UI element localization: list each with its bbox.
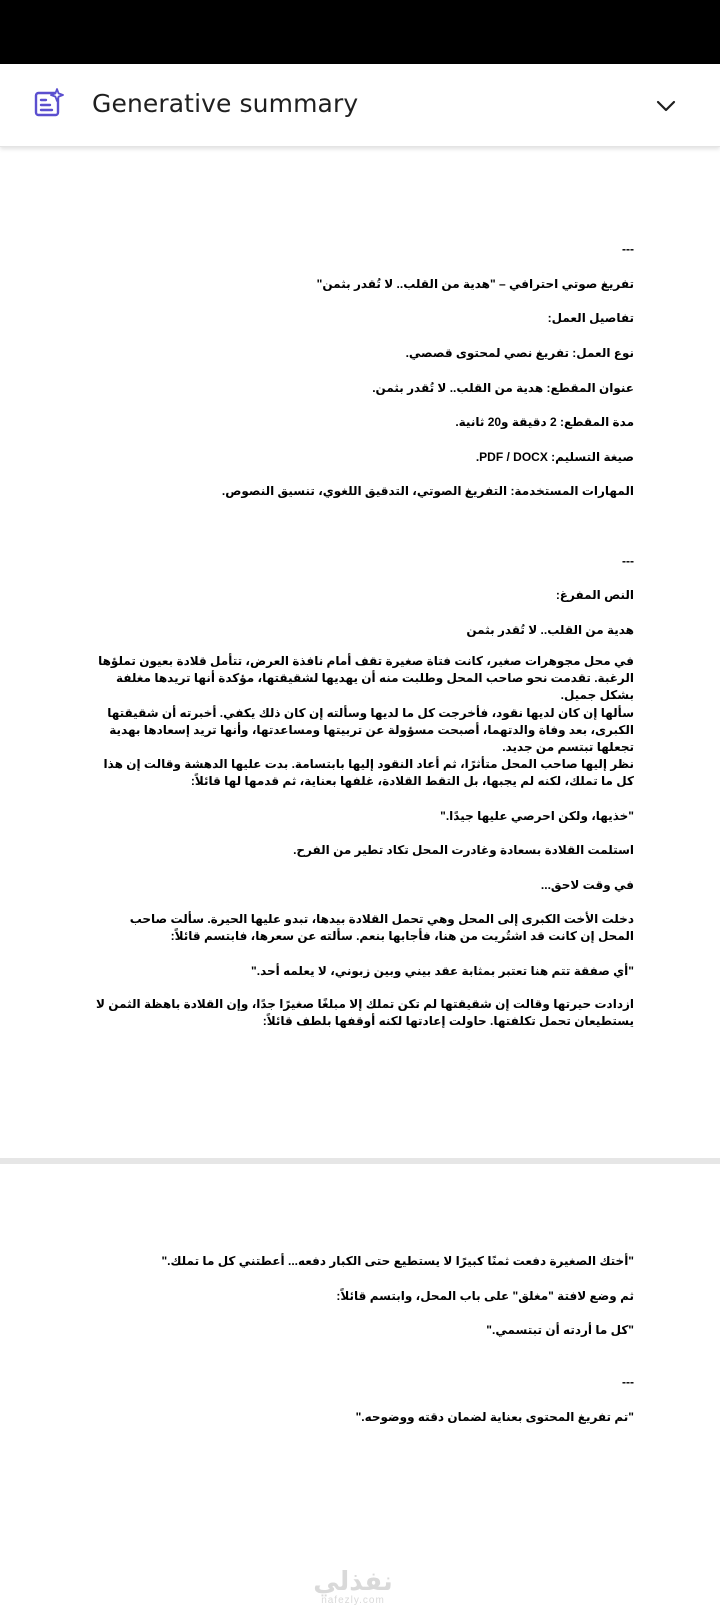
story-quote: "أختك الصغيرة دفعت ثمنًا كبيرًا لا يستطيع حتى الكبار دفعه... أعطتني كل ما تملك." (161, 1254, 634, 1268)
clip-title-line: عنوان المقطع: هدية من القلب.. لا تُقدر بثمن. (372, 381, 634, 395)
clip-duration-line: مدة المقطع: 2 دقيقة و20 ثانية. (455, 415, 634, 429)
story-paragraph: استلمت القلادة بسعادة وغادرت المحل تكاد تطير من الفرح. (293, 843, 634, 857)
story-quote: "أي صفقة تتم هنا تعتبر بمثابة عقد بيني وبين زبوني، لا يعلمه أحد." (251, 964, 634, 978)
story-quote: "كل ما أردته أن تبتسمي." (486, 1323, 634, 1337)
watermark-domain: nafezly.com (321, 1595, 385, 1606)
work-type-line: نوع العمل: تفريغ نصي لمحتوى قصصي. (405, 346, 634, 360)
closing-note: "تم تفريغ المحتوى بعناية لضمان دقته ووضوحه." (355, 1410, 634, 1424)
generative-summary-header[interactable] (0, 64, 720, 147)
story-paragraph: ثم وضع لافتة "مغلق" على باب المحل، وابتسم قائلاً: (336, 1289, 634, 1303)
story-paragraph: دخلت الأخت الكبرى إلى المحل وهي تحمل القلادة بيدها، تبدو عليها الحيرة. سألت صاحب المحل إن كانت قد اشتُريت من هنا، فأجابها بنعم. سألته عن سعرها، فابتسم قائلاً: (126, 912, 634, 943)
story-quote: "خذيها، ولكن احرصي عليها جيدًا." (440, 809, 634, 823)
generative-summary-sparkle-icon (33, 88, 65, 120)
story-title: هدية من القلب.. لا تُقدر بثمن (466, 623, 634, 637)
separator-line: --- (622, 1375, 634, 1389)
skills-line: المهارات المستخدمة: التفريغ الصوتي، التدقيق اللغوي، تنسيق النصوص. (221, 484, 634, 498)
document-page-1[interactable] (0, 148, 720, 1158)
delivery-format-line: صيغة التسليم: PDF / DOCX. (475, 450, 634, 464)
story-paragraph: ازدادت حيرتها وقالت إن شقيقتها لم تكن تملك إلا مبلغًا صغيرًا جدًا، وإن القلادة باهظة الثمن لا يستطيعان تحمل تكلفتها. حاولت إعادتها لكنه أوقفها بلطف قائلاً: (92, 997, 634, 1028)
story-paragraph: سألها إن كان لديها نقود، فأخرجت كل ما لديها وسألته إن كان ذلك يكفي. أخبرته أن شقيقتها الكبرى، بعد وفاة والدتهما، أصبحت مسؤولة عن تربيتها ومساعدتها، وأنها تريد إسعادها بهدية تجعلها تبتسم من جديد. (103, 706, 634, 754)
story-paragraph: نظر إليها صاحب المحل متأثرًا، ثم أعاد النقود إليها بابتسامة. بدت عليها الدهشة وقالت إن هذا كل ما تملك، لكنه لم يجبها، بل التقط القلادة، غلفها بعناية، ثم قدمها لها قائلاً: (100, 757, 634, 788)
document-page-2[interactable] (0, 1164, 720, 1600)
story-paragraph: في محل مجوهرات صغير، كانت فتاة صغيرة تقف أمام نافذة العرض، تتأمل قلادة بعيون تملؤها الرغبة. تقدمت نحو صاحب المحل وطلبت منه أن يهديها لشقيقتها، مؤكدة أنها تريدها مغلفة بشكل جميل. (94, 654, 634, 702)
document-heading: تفريغ صوتي احترافي – "هدية من القلب.. لا تُقدر بثمن" (316, 277, 634, 291)
panel-title: Generative summary (92, 89, 359, 118)
separator-line: --- (622, 242, 634, 256)
status-bar (0, 0, 720, 64)
transcript-label: النص المفرغ: (555, 588, 634, 602)
work-details-label: تفاصيل العمل: (547, 311, 634, 325)
story-paragraph: في وقت لاحق... (540, 878, 634, 892)
nafezly-watermark (298, 1567, 408, 1607)
watermark-arabic: نفذلي (313, 1566, 393, 1596)
separator-line: --- (622, 554, 634, 568)
chevron-down-icon[interactable] (654, 94, 678, 118)
